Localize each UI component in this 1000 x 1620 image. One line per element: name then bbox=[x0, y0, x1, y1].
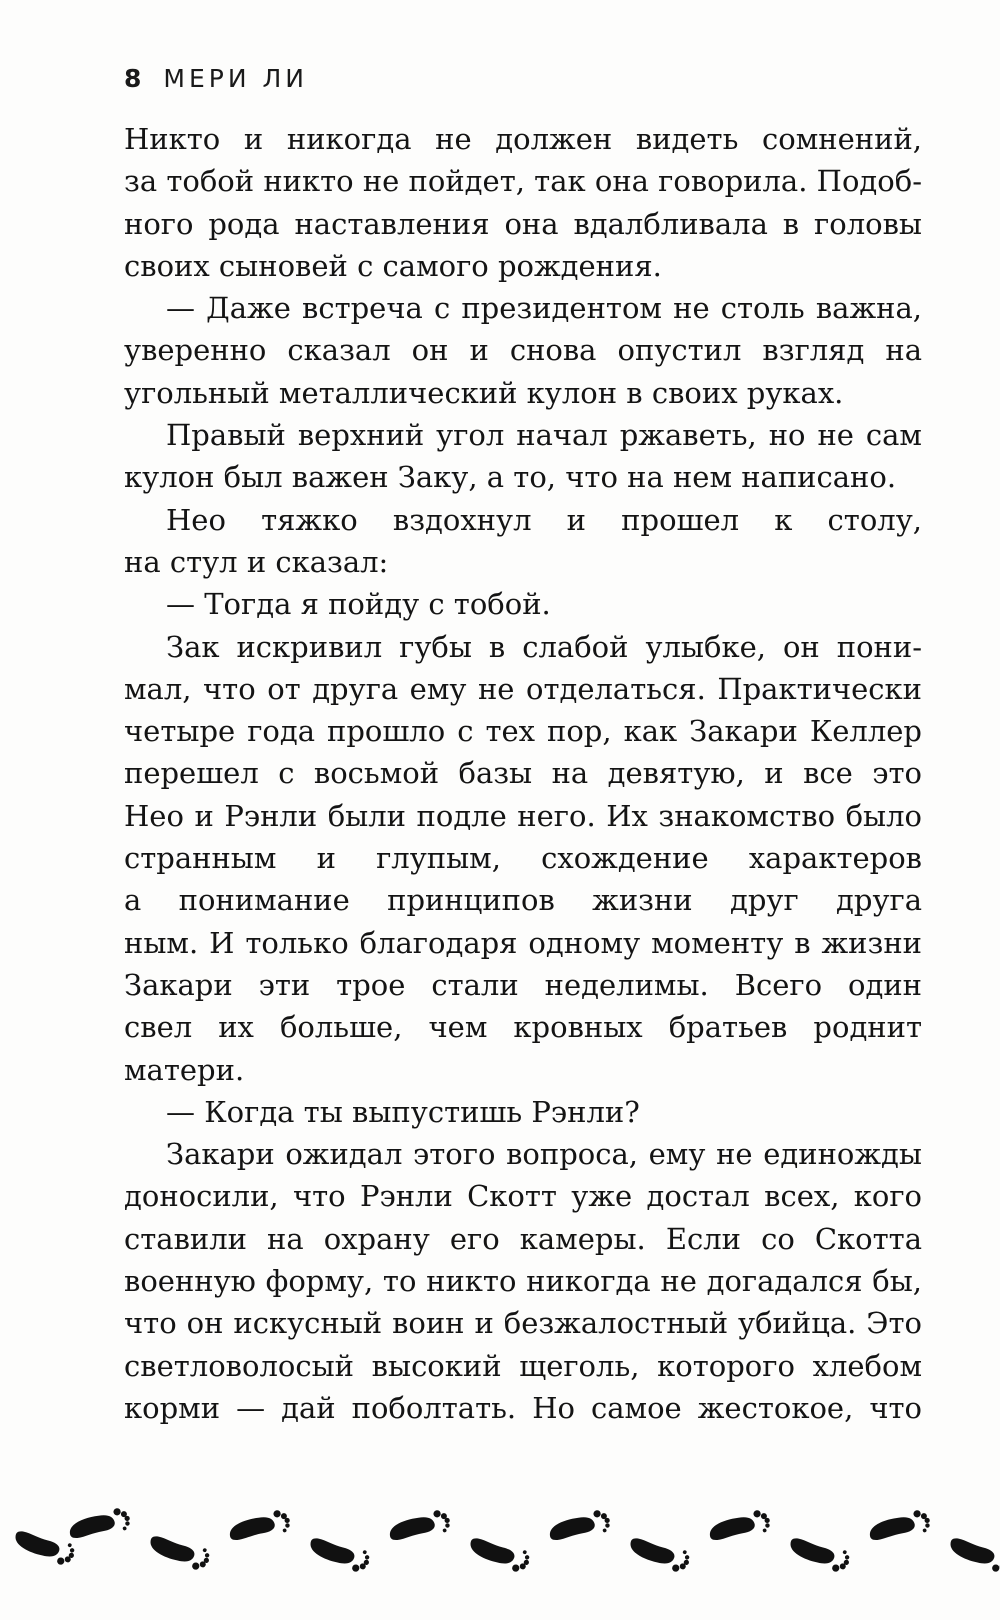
footprint bbox=[547, 1508, 613, 1547]
footprint bbox=[707, 1508, 773, 1547]
text-line: Зак искривил губы в слабой улыбке, он пони- bbox=[166, 629, 922, 664]
text-line: странным и глупым, схождение характеров bbox=[124, 841, 922, 876]
text-line: уверенно сказал он и снова опустил взгляд на bbox=[124, 333, 922, 368]
text-line: — Даже встреча с президентом не столь важна, bbox=[166, 291, 922, 326]
text-line: своих сыновей с самого рождения. bbox=[124, 248, 662, 283]
text-line: свел их больше, чем кровных братьев роднит bbox=[124, 1010, 922, 1045]
text-line: Правый верхний угол начал ржаветь, но не сам bbox=[166, 418, 922, 453]
text-line: — Когда ты выпустишь Рэнли? bbox=[166, 1094, 640, 1129]
text-line: Закари эти трое стали неделимы. Всего один bbox=[124, 967, 922, 1002]
footprint bbox=[306, 1532, 372, 1575]
text-line: — Тогда я пойду с тобой. bbox=[166, 587, 551, 622]
text-line: военную форму, то никто никогда не догадался бы, bbox=[124, 1264, 922, 1299]
text-line: доносили, что Рэнли Скотт уже достал всех, кого bbox=[124, 1179, 922, 1214]
text-line: на стул и сказал: bbox=[124, 544, 389, 579]
author-name: МЕРИ ЛИ bbox=[163, 64, 308, 93]
text-line: ного рода наставления она вдалбливала в головы bbox=[124, 206, 922, 241]
text-line: четыре года прошло с тех пор, как Закари Келлер bbox=[124, 714, 922, 749]
text-line: мал, что от друга ему не отделаться. Практически bbox=[124, 671, 922, 706]
text-line: ным. И только благодаря одному моменту в жизни bbox=[124, 925, 922, 960]
text-line: кулон был важен Заку, а то, что на нем написано. bbox=[124, 460, 897, 495]
text-line: что он искусный воин и безжалостный убийца. Это bbox=[124, 1306, 922, 1341]
page-number: 8 bbox=[124, 64, 142, 93]
running-head bbox=[124, 64, 308, 93]
text-line: ставили на охрану его камеры. Если со Скотта bbox=[124, 1221, 922, 1256]
text-line: перешел с восьмой базы на девятую, и все это bbox=[124, 756, 922, 791]
text-line: светловолосый высокий щеголь, которого хлебом bbox=[124, 1348, 922, 1383]
text-line: Никто и никогда не должен видеть сомнений, bbox=[124, 122, 922, 156]
footprint bbox=[867, 1508, 933, 1547]
footprint bbox=[626, 1532, 692, 1575]
footprint bbox=[466, 1532, 532, 1575]
footprint bbox=[786, 1532, 852, 1575]
text-line: Нео тяжко вздохнул и прошел к столу, bbox=[166, 502, 922, 537]
footprint bbox=[67, 1506, 133, 1545]
text-line: а понимание принципов жизни друг друга bbox=[124, 883, 922, 918]
footprint bbox=[387, 1508, 453, 1547]
footprint bbox=[946, 1532, 1000, 1575]
text-line: за тобой никто не пойдет, так она говорила. Подоб- bbox=[124, 164, 922, 199]
text-line: Закари ожидал этого вопроса, ему не единожды bbox=[166, 1137, 922, 1172]
footprint bbox=[146, 1530, 212, 1573]
text-line: корми — дай поболтать. Но самое жестокое, что bbox=[124, 1390, 922, 1425]
body-text bbox=[124, 118, 922, 1429]
text-line: Нео и Рэнли были подле него. Их знакомство было bbox=[124, 798, 922, 833]
text-line: матери. bbox=[124, 1052, 245, 1087]
footprint bbox=[227, 1508, 293, 1547]
text-line: угольный металлический кулон в своих руках. bbox=[124, 375, 844, 410]
footprint bbox=[11, 1525, 77, 1568]
footprints-icon bbox=[0, 1490, 1000, 1600]
